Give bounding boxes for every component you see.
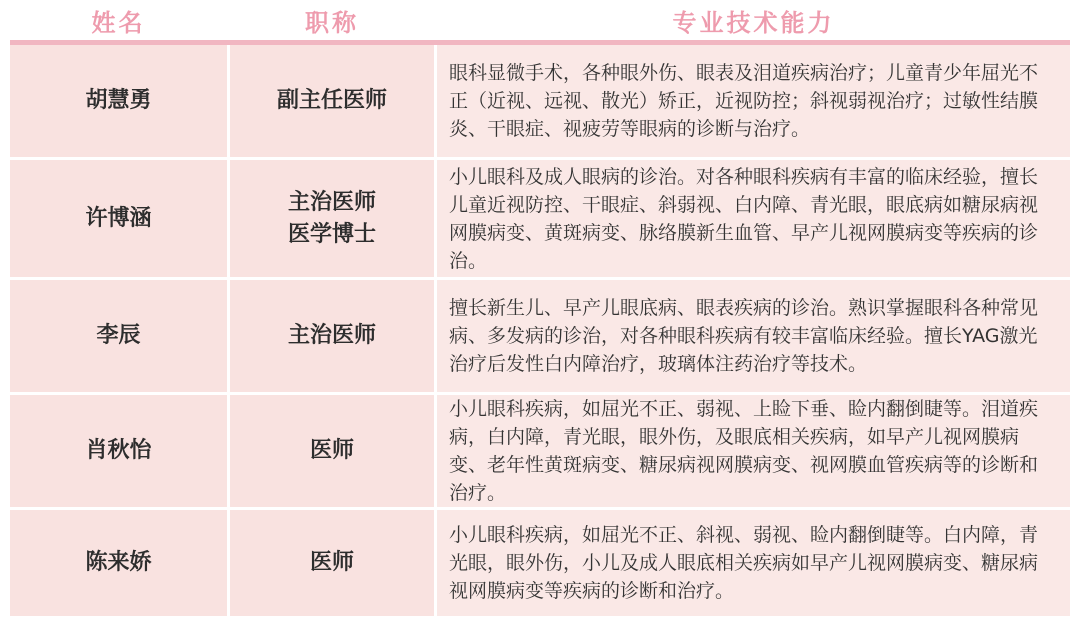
doctor-ability-text: 眼科显微手术，各种眼外伤、眼表及泪道疾病治疗；儿童青少年屈光不正（近视、远视、散光）矫正，近视防控；斜视弱视治疗；过敏性结膜炎、干眼症、视疲劳等眼病的诊断与治疗。 (449, 62, 1039, 140)
doctor-title-line1: 医师 (309, 438, 354, 464)
table-row-3-ability (437, 280, 1070, 392)
doctor-name: 陈来娇 (85, 550, 152, 576)
table-row-1-ability (437, 45, 1070, 157)
table-row-2-title (230, 160, 434, 277)
header-ability-column: 专业技术能力 (672, 8, 835, 37)
doctor-title-line1: 医师 (309, 550, 354, 576)
doctor-title-line1: 主治医师 (287, 189, 376, 215)
doctor-title-line1: 主治医师 (287, 323, 376, 349)
table-row-3-name (10, 280, 227, 392)
table-body (10, 45, 1070, 616)
table-row-4-ability (437, 395, 1070, 507)
table-header-row (10, 0, 1070, 40)
table-row-1-name (10, 45, 227, 157)
doctor-table (10, 0, 1070, 616)
table-row-5-ability (437, 510, 1070, 616)
doctor-ability-text: 小儿眼科及成人眼病的诊治。对各种眼科疾病有丰富的临床经验，擅长儿童近视防控、干眼症、斜弱视、白内障、青光眼，眼底病如糖尿病视网膜病变、黄斑病变、脉络膜新生血管、早产儿视网膜病变等疾病的诊治。 (449, 165, 1039, 272)
doctor-title-line1: 副主任医师 (276, 88, 387, 114)
doctor-name: 李辰 (96, 323, 141, 349)
table-row-5-title (230, 510, 434, 616)
doctor-ability-text: 小儿眼科疾病，如屈光不正、斜视、弱视、睑内翻倒睫等。白内障，青光眼，眼外伤，小儿及成人眼底相关疾病如早产儿视网膜病变、糖尿病视网膜病变等疾病的诊断和治疗。 (449, 524, 1039, 602)
header-title-column: 职称 (305, 8, 359, 37)
table-row-2-name (10, 160, 227, 277)
header-name-column: 姓名 (91, 8, 146, 37)
doctor-name: 胡慧勇 (85, 88, 152, 114)
table-row-4-title (230, 395, 434, 507)
doctor-ability-text: 小儿眼科疾病，如屈光不正、弱视、上睑下垂、睑内翻倒睫等。泪道疾病，白内障，青光眼，眼外伤，及眼底相关疾病，如早产儿视网膜病变、老年性黄斑病变、糖尿病视网膜病变、视网膜血管疾病等的诊断和治疗。 (449, 398, 1039, 504)
table-row-5-name (10, 510, 227, 616)
doctor-name: 许博涵 (85, 205, 152, 231)
doctor-title-line2: 医学博士 (287, 221, 376, 247)
table-row-4-name (10, 395, 227, 507)
doctor-name: 肖秋怡 (85, 438, 152, 464)
table-row-3-title (230, 280, 434, 392)
table-row-1-title (230, 45, 434, 157)
doctor-ability-text: 擅长新生儿、早产儿眼底病、眼表疾病的诊治。熟识掌握眼科各种常见病、多发病的诊治，对各种眼科疾病有较丰富临床经验。擅长YAG激光治疗后发性白内障治疗，玻璃体注药治疗等技术。 (449, 297, 1039, 375)
table-row-2-ability (437, 160, 1070, 277)
